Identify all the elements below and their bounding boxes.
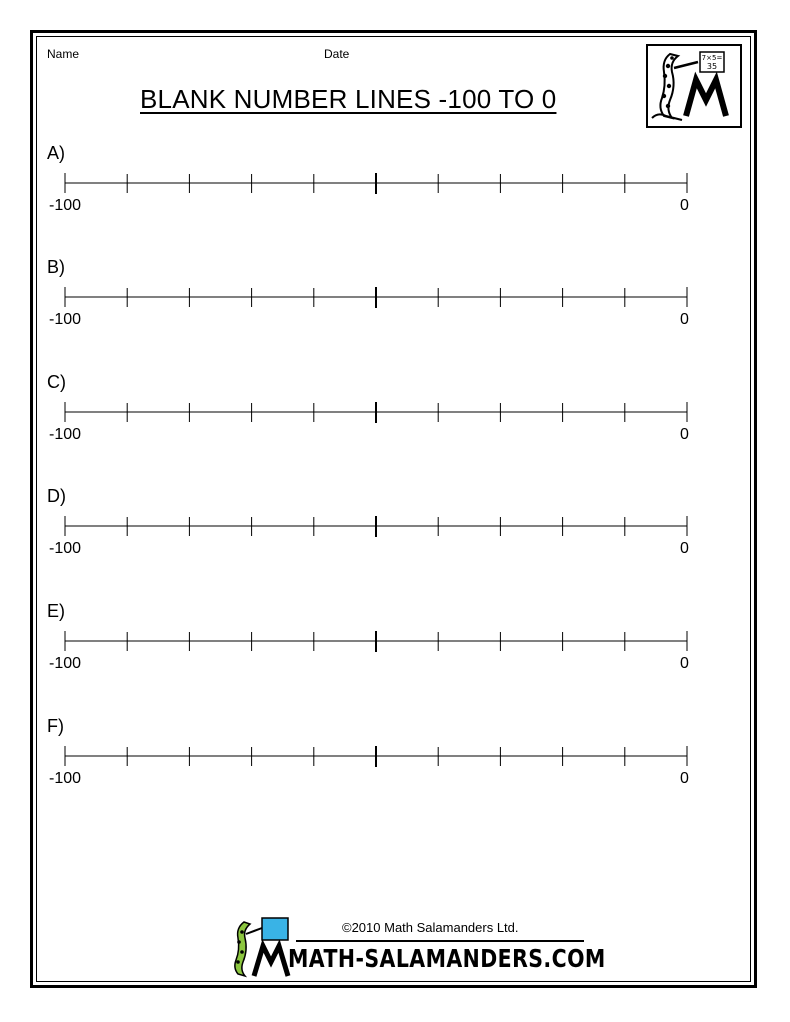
footer-rule <box>296 940 584 942</box>
number-line-section <box>0 143 790 233</box>
number-line <box>60 746 692 768</box>
footer-salamander-icon <box>224 916 294 978</box>
logo-board-text-top: 7×5= <box>701 54 723 62</box>
salamander-logo-icon <box>648 46 740 126</box>
end-value-label: 0 <box>680 770 689 787</box>
number-line-section <box>0 372 790 462</box>
start-value-label: -100 <box>49 197 82 214</box>
name-label: Name <box>47 47 80 61</box>
footer-logo-salamander <box>235 922 250 976</box>
number-line-label: F) <box>47 716 64 736</box>
end-value-label: 0 <box>680 540 689 557</box>
number-line-label: C) <box>47 372 66 392</box>
start-value-label: -100 <box>49 655 82 672</box>
number-line <box>60 516 692 538</box>
logo-m-letter <box>686 80 726 116</box>
end-value-label: 0 <box>680 197 689 214</box>
number-line-section <box>0 486 790 576</box>
number-line-section <box>0 716 790 806</box>
end-value-label: 0 <box>680 311 689 328</box>
logo-board-text-bottom: 35 <box>706 62 718 71</box>
start-value-label: -100 <box>49 540 82 557</box>
end-value-label: 0 <box>680 426 689 443</box>
number-line <box>60 402 692 424</box>
number-line-label: E) <box>47 601 65 621</box>
math-salamanders-logo <box>646 44 742 128</box>
end-value-label: 0 <box>680 655 689 672</box>
number-line-label: B) <box>47 257 65 277</box>
footer-logo-board <box>262 918 288 940</box>
start-value-label: -100 <box>49 770 82 787</box>
number-line-label: A) <box>47 143 65 163</box>
number-line <box>60 173 692 195</box>
number-line-label: D) <box>47 486 66 506</box>
footer-logo-m-letter <box>254 946 288 976</box>
start-value-label: -100 <box>49 311 82 328</box>
number-line <box>60 287 692 309</box>
footer-copyright: ©2010 Math Salamanders Ltd. <box>342 920 519 935</box>
page-title: BLANK NUMBER LINES -100 TO 0 <box>140 84 557 114</box>
number-line-section <box>0 257 790 347</box>
footer-brand: MATH-SALAMANDERS.COM <box>288 944 606 973</box>
start-value-label: -100 <box>49 426 82 443</box>
date-label: Date <box>324 47 350 61</box>
number-line <box>60 631 692 653</box>
number-line-section <box>0 601 790 691</box>
